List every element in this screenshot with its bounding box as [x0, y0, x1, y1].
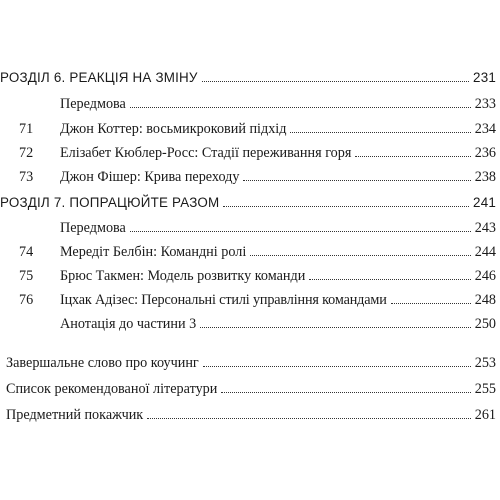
entry-title: Мередіт Белбін: Командні ролі — [60, 244, 247, 260]
page-number: 233 — [474, 96, 496, 112]
page-number: 261 — [474, 407, 496, 423]
page-number: 238 — [474, 169, 496, 185]
toc-back-matter-entry — [6, 380, 496, 398]
page-number: 244 — [474, 244, 496, 260]
toc-back-matter-entry — [6, 406, 496, 424]
entry-title: Джон Коттер: восьмикроковий підхід — [60, 121, 287, 137]
entry-number: 76 — [19, 292, 34, 308]
dot-leader — [147, 417, 471, 419]
entry-title: Елізабет Кюблер-Росс: Стадії переживання горя — [60, 145, 352, 161]
section-title: РОЗДІЛ 7. ПОПРАЦЮЙТЕ РАЗОМ — [0, 195, 220, 210]
toc-entry — [19, 168, 496, 186]
toc-entry — [19, 120, 496, 138]
section-title: РОЗДІЛ 6. РЕАКЦІЯ НА ЗМІНУ — [0, 70, 198, 85]
dot-leader — [202, 80, 469, 82]
entry-title: Передмова — [60, 220, 126, 236]
entry-title: Предметний покажчик — [6, 407, 144, 423]
dot-leader — [200, 326, 470, 328]
entry-number: 75 — [19, 268, 34, 284]
page-number: 248 — [474, 292, 496, 308]
page-number: 255 — [474, 381, 496, 397]
toc-entry — [19, 95, 496, 113]
page-number: 246 — [474, 268, 496, 284]
entry-number: 74 — [19, 244, 34, 260]
entry-number: 72 — [19, 145, 34, 161]
page-number: 243 — [474, 220, 496, 236]
page-number: 253 — [474, 355, 496, 371]
entry-number: 71 — [19, 121, 34, 137]
entry-title: Завершальне слово про коучинг — [6, 355, 199, 371]
entry-title: Брюс Такмен: Модель розвитку команди — [60, 268, 306, 284]
dot-leader — [391, 302, 471, 304]
dot-leader — [223, 205, 469, 207]
dot-leader — [290, 131, 470, 133]
dot-leader — [221, 391, 470, 393]
dot-leader — [355, 155, 470, 157]
toc-entry — [19, 315, 496, 333]
dot-leader — [130, 106, 471, 108]
dot-leader — [243, 179, 470, 181]
entry-title: Іцхак Адізес: Персональні стилі управління командами — [60, 292, 387, 308]
toc-section-heading — [0, 69, 496, 87]
toc-entry — [19, 219, 496, 237]
toc-back-matter-entry — [6, 354, 496, 372]
toc-entry — [19, 144, 496, 162]
toc-section-heading — [0, 194, 496, 212]
entry-number: 73 — [19, 169, 34, 185]
page-number: 241 — [473, 195, 496, 210]
dot-leader — [309, 278, 470, 280]
dot-leader — [203, 365, 471, 367]
dot-leader — [250, 254, 470, 256]
toc-entry — [19, 243, 496, 261]
entry-title: Джон Фішер: Крива переходу — [60, 169, 240, 185]
entry-title: Анотація до частини 3 — [60, 316, 197, 332]
dot-leader — [130, 230, 471, 232]
toc-entry — [19, 291, 496, 309]
page-number: 250 — [474, 316, 496, 332]
page-number: 236 — [474, 145, 496, 161]
page-number: 231 — [473, 70, 496, 85]
page-number: 234 — [474, 121, 496, 137]
entry-title: Передмова — [60, 96, 126, 112]
toc-entry — [19, 267, 496, 285]
entry-title: Список рекомендованої літератури — [6, 381, 218, 397]
